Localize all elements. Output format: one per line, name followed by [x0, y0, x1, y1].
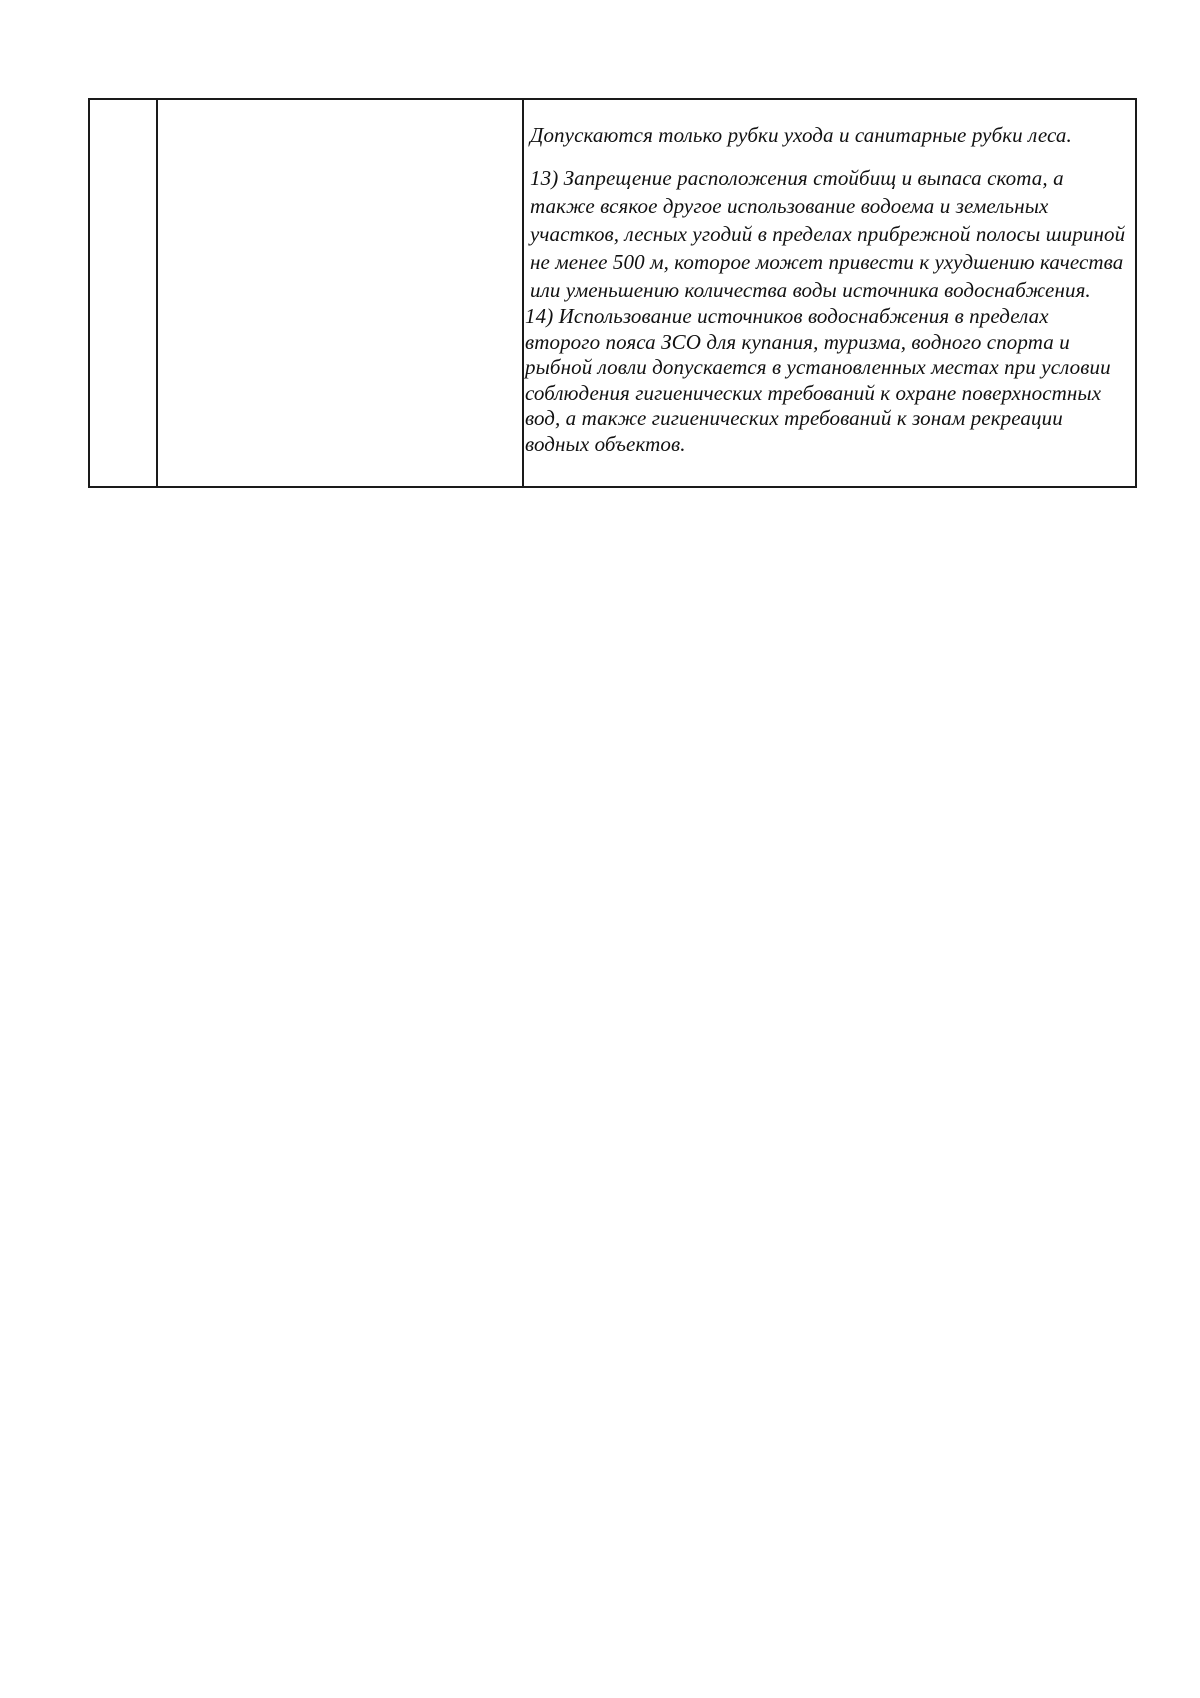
table-row	[89, 99, 1136, 487]
paragraph-logging: Допускаются только рубки ухода и санитарные рубки леса.	[530, 123, 1072, 147]
zone-restrictions-table	[88, 98, 1137, 488]
row-number-cell	[89, 99, 157, 487]
paragraph-item-13: 13) Запрещение расположения стойбищ и выпаса скота, а также всякое другое использование водоема и земельных участков, лесных угодий в пределах прибрежной полосы шириной не менее 500 м, которое может привести к ухудшению качества или уменьшению количества воды источника водоснабжения.	[530, 166, 1126, 302]
row-requirements-cell	[523, 99, 1136, 487]
row-name-cell	[157, 99, 523, 487]
paragraph-item-14: 14) Использование источников водоснабжения в пределах второго пояса ЗСО для купания, туризма, водного спорта и рыбной ловли допускается в установленных местах при условии соблюдения гигиенических требований к охране поверхностных вод, а также гигиенических требований к зонам рекреации водных объектов.	[525, 304, 1111, 456]
